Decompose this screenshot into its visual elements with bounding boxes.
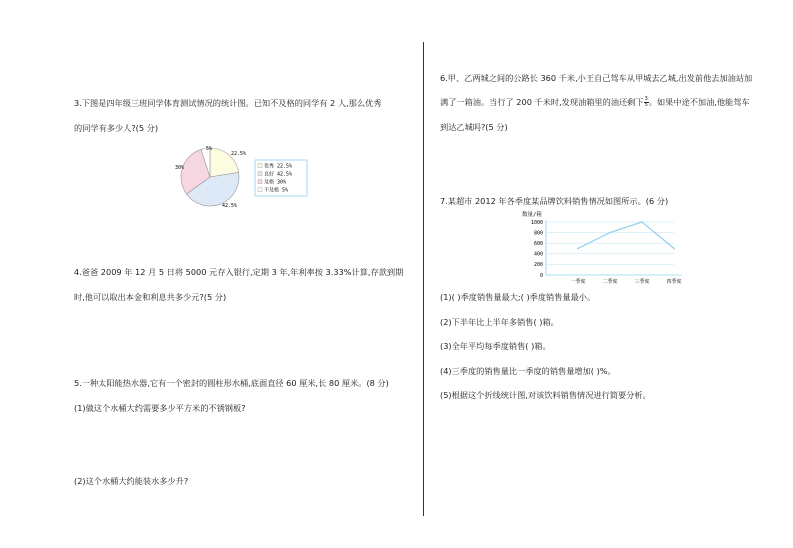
q7-text-line1: 7.某超市 2012 年各季度某品牌饮料销售情况如图所示。(6 分) [440,196,669,206]
y-tick-label: 0 [539,272,543,279]
q3-text-line1: 3.下图是四年级三班同学体育测试情况的统计图。已知不及格的同学有 2 人,那么优秀 [74,98,382,108]
q6-line2-a: 满了一箱油。当行了 200 千米时,发现油箱里的油还剩下 [440,97,644,107]
x-tick-label: 一季度 [570,279,586,285]
legend-swatch-excellent [258,164,262,168]
legend-swatch-good [258,172,262,176]
chart-series-line [578,222,674,249]
q5-sub1: (1)做这个水桶大约需要多少平方米的不锈钢板? [74,403,246,413]
q6-frac-den: 5 [644,102,648,108]
y-tick-label: 200 [533,262,543,269]
legend-fail: 不及格 5% [264,187,289,194]
column-divider [423,42,424,516]
pie-label-pass: 30% [175,165,185,171]
data-point [609,232,611,234]
pie-label-good: 42.5% [222,203,238,209]
q7-sub5: (5)根据这个折线统计图,对该饮料销售情况进行简要分析。 [440,390,651,400]
legend-good: 良好 42.5% [264,171,293,178]
pie-label-fail: 5% [206,146,213,152]
data-point [577,248,579,250]
q5-text-line1: 5.一种太阳能热水器,它有一个密封的圆柱形水桶,底面直径 60 厘米,长 80 厘米。(8 分) [74,378,389,388]
y-tick-label: 800 [533,230,543,237]
chart-ylabel: 数量/箱 [522,212,542,218]
q7-sub4: (4)三季度的销售量比一季度的销售量增加( )%。 [440,366,616,376]
x-tick-label: 三季度 [634,279,650,285]
legend-pass: 及格 30% [264,179,287,186]
x-tick-label: 二季度 [602,279,618,285]
q4-text-line1: 4.爸爸 2009 年 12 月 5 日将 5000 元存入银行,定期 3 年,年利率按 3.33%计算,存款到期 [74,267,404,277]
q6-text-line2 [440,97,750,108]
q6-frac-num: 3 [644,96,648,102]
pie-label-excellent: 22.5% [231,151,247,157]
y-tick-label: 600 [533,241,543,247]
q6-text-line3: 到达乙城吗?(5 分) [440,122,508,132]
q4-text-line2: 时,他可以取出本金和利息共多少元?(5 分) [74,292,227,302]
q7-sub3: (3)全年平均每季度销售( )箱。 [440,341,551,351]
data-point [641,221,643,223]
legend-swatch-fail [258,188,262,192]
x-tick-label: 四季度 [666,279,682,285]
q6-line2-b: 。如果中途不加油,他能驾车 [648,97,750,107]
q5-sub2: (2)这个水桶大约能装水多少升? [74,476,189,486]
data-point [673,248,675,250]
pie-chart [170,143,310,211]
legend-excellent: 优秀 22.5% [264,163,293,170]
y-tick-label: 1000 [530,219,543,226]
q7-sub2: (2)下半年比上半年多销售( )箱。 [440,317,559,327]
line-chart [516,208,688,288]
legend-swatch-pass [258,180,262,184]
q6-text-line1: 6.甲、乙两城之间的公路长 360 千米,小王自己驾车从甲城去乙城,出发前他去加油站加 [440,73,753,83]
q3-text-line2: 的同学有多少人?(5 分) [74,123,159,133]
q7-sub1: (1)( )季度销售量最大;( )季度销售量最小。 [440,292,596,302]
y-tick-label: 400 [533,251,543,258]
pie-legend [255,160,307,196]
